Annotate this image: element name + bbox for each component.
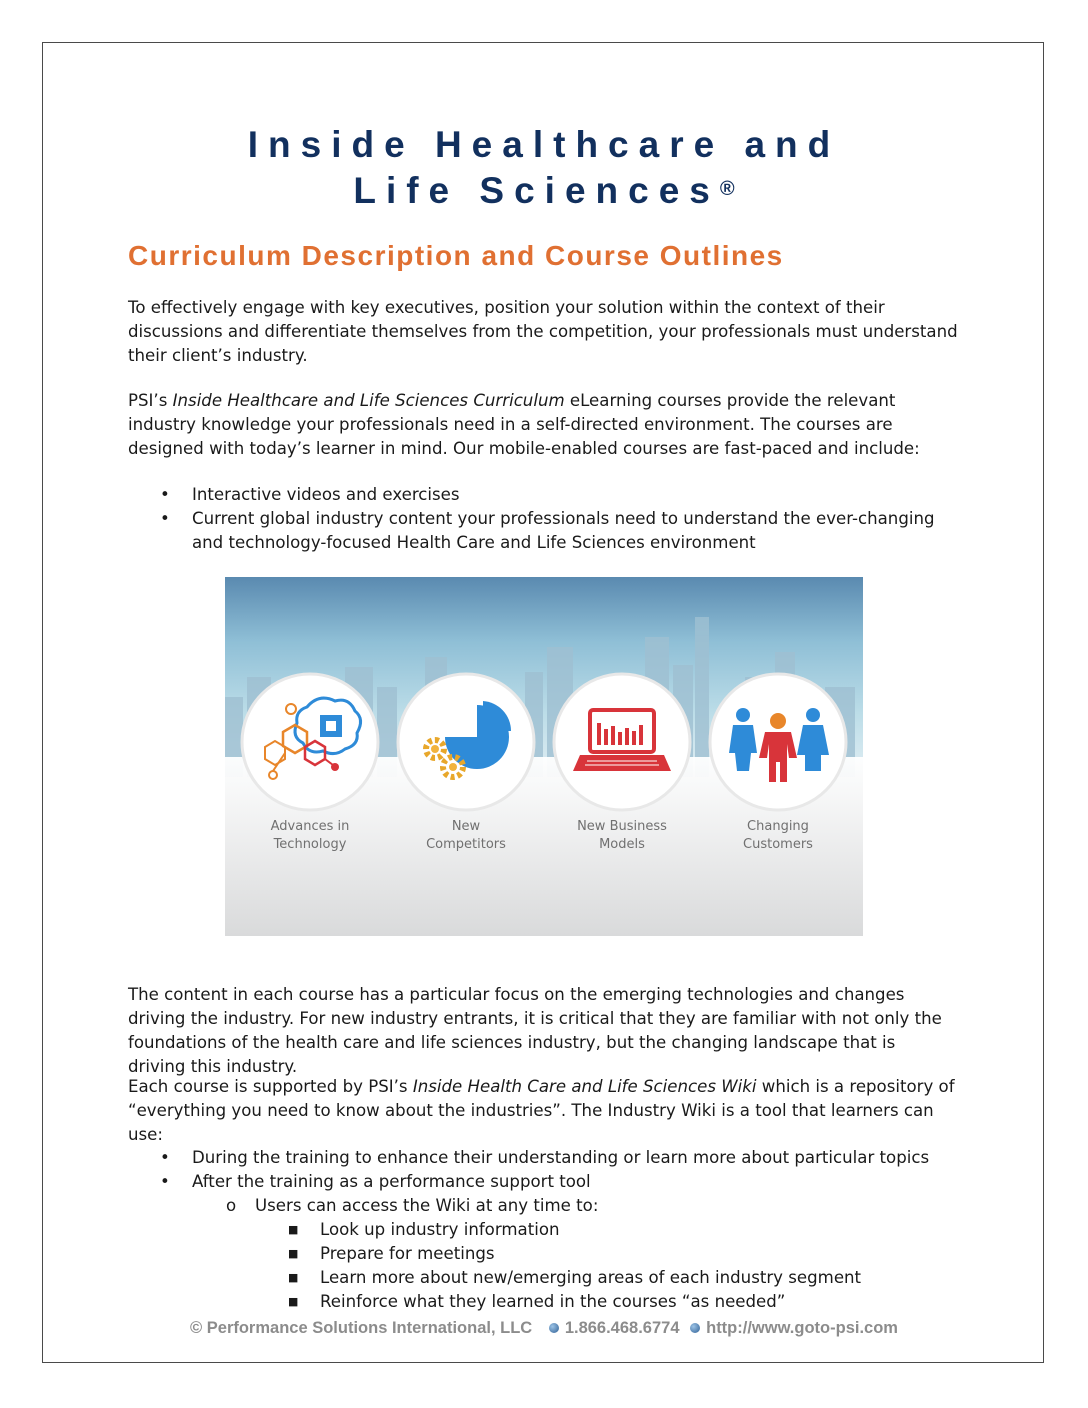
list-item (128, 1170, 958, 1194)
list-item (128, 507, 958, 555)
page-title (0, 122, 1088, 214)
square-bullet-icon: ■ (288, 1247, 299, 1260)
list-item (128, 1290, 958, 1314)
feature-list (128, 483, 958, 555)
list-item (128, 1194, 958, 1218)
section-heading: Curriculum Description and Course Outlines (128, 240, 784, 271)
feature-text: Current global industry content your professionals need to understand the ever-changing and technology-focused Health Care and Life Sciences environment (192, 509, 935, 552)
figure-label-line: New (451, 819, 481, 834)
wiki-paragraph-suffix: which is a repository of “everything you need to know about the industries”. The Industry Wiki is a tool that learners can use: (128, 1077, 955, 1144)
wiki-paragraph-prefix: Each course is supported by PSI’s (128, 1077, 413, 1096)
circle-bullet-icon: o (226, 1196, 237, 1215)
use-text: After the training as a performance support tool (192, 1172, 591, 1191)
use-text: Learn more about new/emerging areas of each industry segment (320, 1268, 862, 1287)
square-bullet-icon: ■ (288, 1295, 299, 1308)
list-item (128, 483, 958, 507)
bullet-icon: • (160, 509, 170, 528)
bullet-icon: • (160, 485, 170, 504)
figure-label-line: Competitors (426, 837, 506, 852)
title-line-2: Life Sciences (353, 170, 720, 211)
content-paragraph: The content in each course has a particular focus on the emerging technologies and changes driving the industry. For new industry entrants, it is critical that they are familiar with not only the foundations of the health care and life sciences industry, but the changing landscape that is driving this industry. (128, 985, 942, 1076)
use-text: Users can access the Wiki at any time to: (255, 1196, 599, 1215)
figure-label-line: Advances in (270, 819, 350, 834)
figure-label-line: Changing (747, 819, 809, 834)
footer-company: © Performance Solutions International, LLC (190, 1319, 533, 1337)
square-bullet-icon: ■ (288, 1223, 299, 1236)
registered-mark: ® (719, 178, 735, 200)
wiki-name: Inside Health Care and Life Sciences Wiki (412, 1077, 757, 1096)
list-item (128, 1146, 958, 1170)
bullet-icon: • (160, 1148, 170, 1167)
square-bullet-icon: ■ (288, 1271, 299, 1284)
curriculum-name: Inside Healthcare and Life Sciences Curriculum (172, 391, 565, 410)
list-item (128, 1266, 958, 1290)
intro-paragraph: To effectively engage with key executives, position your solution within the context of their discussions and differentiate themselves from the competition, your professionals must understand their client’s industry. (128, 298, 958, 365)
use-text: Reinforce what they learned in the courses “as needed” (320, 1292, 786, 1311)
industry-drivers-image (225, 577, 863, 936)
figure-label-line: Customers (743, 837, 813, 852)
footer-url-link[interactable]: http://www.goto-psi.com (706, 1319, 898, 1337)
use-text: During the training to enhance their understanding or learn more about particular topics (192, 1148, 930, 1167)
use-text: Look up industry information (320, 1220, 560, 1239)
page-footer (0, 1319, 1088, 1338)
footer-phone[interactable]: 1.866.468.6774 (564, 1319, 680, 1337)
list-item (128, 1218, 958, 1242)
figure-label-line: Models (599, 837, 645, 852)
figure-label-line: New Business (577, 819, 667, 834)
figure-label-line: Technology (273, 837, 347, 852)
feature-text: Interactive videos and exercises (192, 485, 460, 504)
title-line-1: Inside Healthcare and (247, 124, 841, 165)
bullet-icon (549, 1323, 559, 1333)
psi-paragraph-prefix: PSI’s (128, 391, 173, 410)
bullet-icon: • (160, 1172, 170, 1191)
wiki-paragraph (128, 1075, 958, 1147)
use-text: Prepare for meetings (320, 1244, 495, 1263)
list-item (128, 1242, 958, 1266)
psi-paragraph-suffix: eLearning courses provide the relevant industry knowledge your professionals need in a self-directed environment. The courses are designed with today’s learner in mind. Our mobile-enabled courses are fast-paced and include: (128, 391, 920, 458)
psi-paragraph (128, 389, 958, 461)
wiki-uses-list (128, 1146, 958, 1314)
bullet-icon (690, 1323, 700, 1333)
